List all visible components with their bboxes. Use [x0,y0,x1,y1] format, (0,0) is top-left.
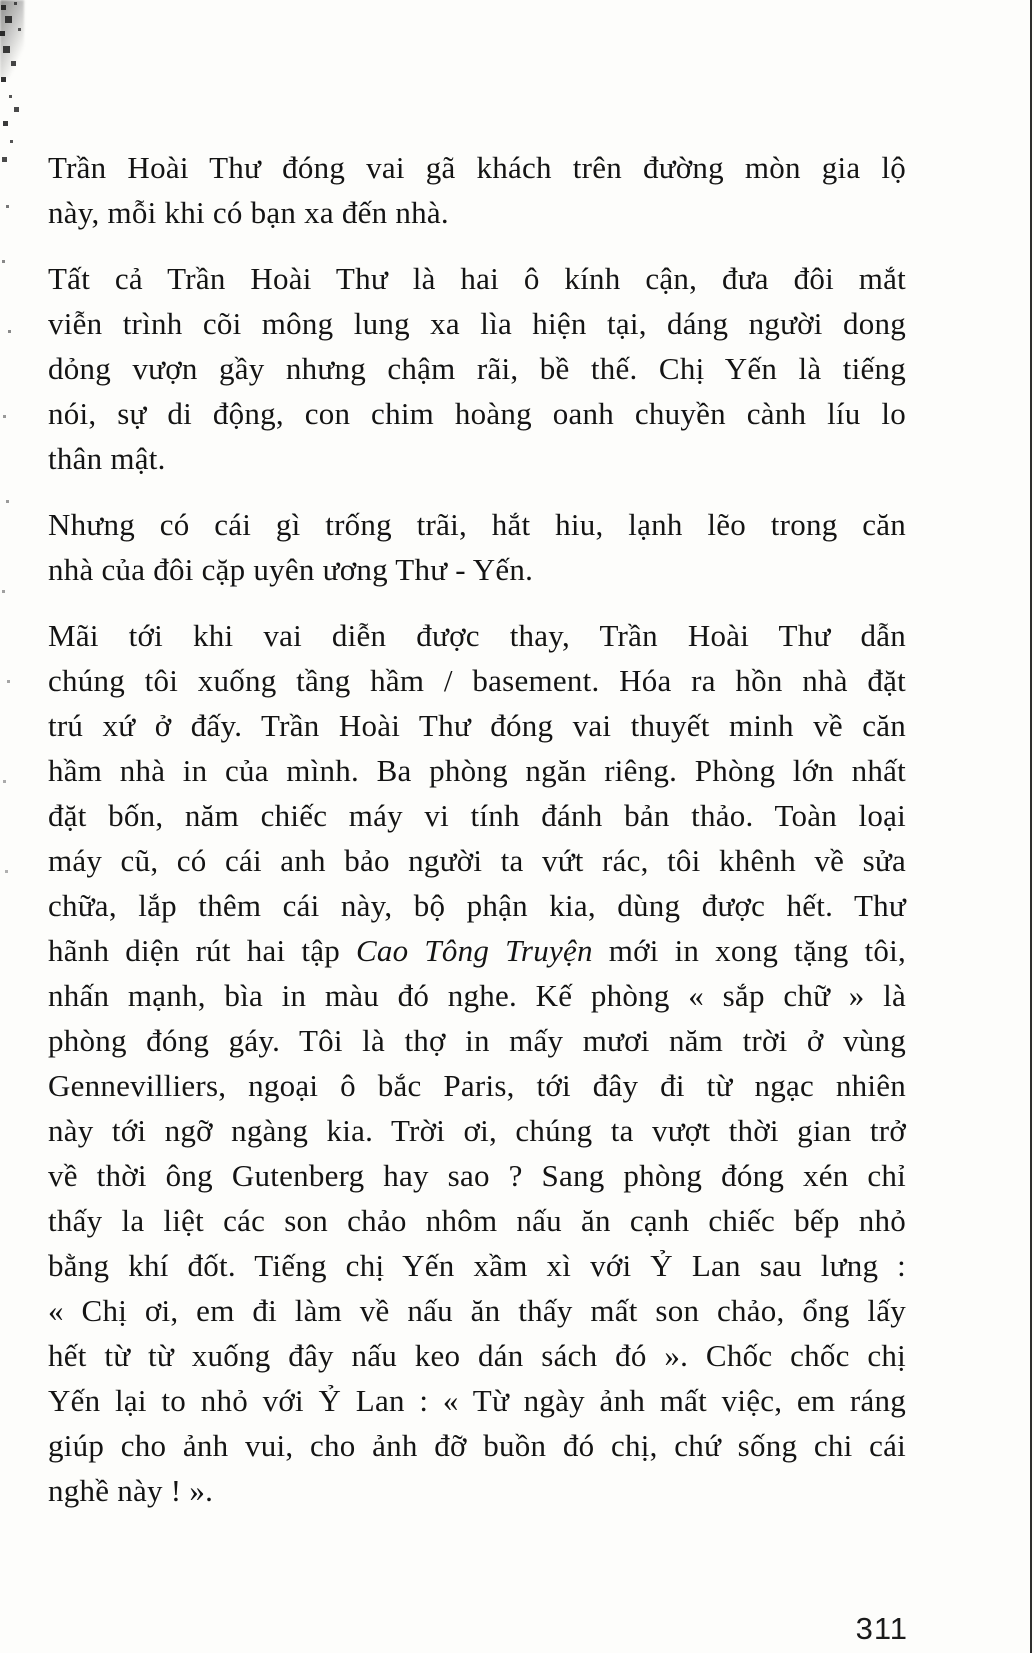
text-line: Gennevilliers, ngoại ô bắc Paris, tới đây đi từ ngạc nhiên [48,1068,906,1103]
page-number: 311 [855,1611,908,1646]
text-line: Mãi tới khi vai diễn được thay, Trần Hoài Thư dẫn [48,618,906,653]
text-line: nói, sự di động, con chim hoàng oanh chuyền cành líu lo [48,396,906,431]
text-run: mới in xong tặng tôi, [592,933,906,968]
text-line: Nhưng có cái gì trống trãi, hắt hiu, lạnh lẽo trong căn [48,507,906,542]
text-line: nghề này ! ». [48,1473,214,1508]
text-line: chữa, lắp thêm cái này, bộ phận kia, dùng được hết. Thư [48,888,906,923]
scan-edge-line-right [1030,0,1032,1653]
text-line: Yến lại to nhỏ với Ỷ Lan : « Từ ngày ảnh mất việc, em ráng [48,1383,906,1418]
text-line: Tất cả Trần Hoài Thư là hai ô kính cận, đưa đôi mắt [48,261,906,296]
text-line: đặt bốn, năm chiếc máy vi tính đánh bản thảo. Toàn loại [48,798,906,833]
text-line: thân mật. [48,441,166,476]
text-line: phòng đóng gáy. Tôi là thợ in mấy mươi năm trời ở vùng [48,1023,906,1058]
scan-smudge-top-left [0,0,24,78]
text-line: giúp cho ảnh vui, cho ảnh đỡ buồn đó chị, chứ sống chi cái [48,1428,906,1463]
text-line [48,928,906,973]
text-line: này tới ngỡ ngàng kia. Trời ơi, chúng ta vượt thời gian trở [48,1113,906,1148]
scan-speckles-left-edge [0,0,3,3]
text-line: này, mỗi khi có bạn xa đến nhà. [48,195,449,230]
text-line: thấy la liệt các son chảo nhôm nấu ăn cạnh chiếc bếp nhỏ [48,1203,906,1238]
text-line: Trần Hoài Thư đóng vai gã khách trên đường mòn gia lộ [48,150,906,185]
text-line: về thời ông Gutenberg hay sao ? Sang phòng đóng xén chỉ [48,1158,906,1193]
text-line: nhấn mạnh, bìa in màu đó nghe. Kế phòng « sắp chữ » là [48,978,906,1013]
text-line: hết từ từ xuống đây nấu keo dán sách đó ». Chốc chốc chị [48,1338,906,1373]
text-line: dỏng vượn gầy nhưng chậm rãi, bề thế. Chị Yến là tiếng [48,351,906,386]
text-line: nhà của đôi cặp uyên ương Thư - Yến. [48,552,534,587]
book-title-italic: Cao Tông Truyện [355,933,593,968]
text-line: viễn trình cõi mông lung xa lìa hiện tại, dáng người dong [48,306,906,341]
text-line: hầm nhà in của mình. Ba phòng ngăn riêng. Phòng lớn nhất [48,753,906,788]
text-line: máy cũ, có cái anh bảo người ta vứt rác, tôi khênh về sửa [48,843,906,878]
text-line: bằng khí đốt. Tiếng chị Yến xầm xì với Ỷ Lan sau lưng : [48,1248,906,1283]
text-run: hãnh diện rút hai tập [48,933,356,968]
page-text [48,124,906,1513]
text-line: « Chị ơi, em đi làm về nấu ăn thấy mất son chảo, ổng lấy [48,1293,906,1328]
text-line: chúng tôi xuống tầng hầm / basement. Hóa ra hồn nhà đặt [48,663,906,698]
text-line: trú xứ ở đấy. Trần Hoài Thư đóng vai thuyết minh về căn [48,708,906,743]
